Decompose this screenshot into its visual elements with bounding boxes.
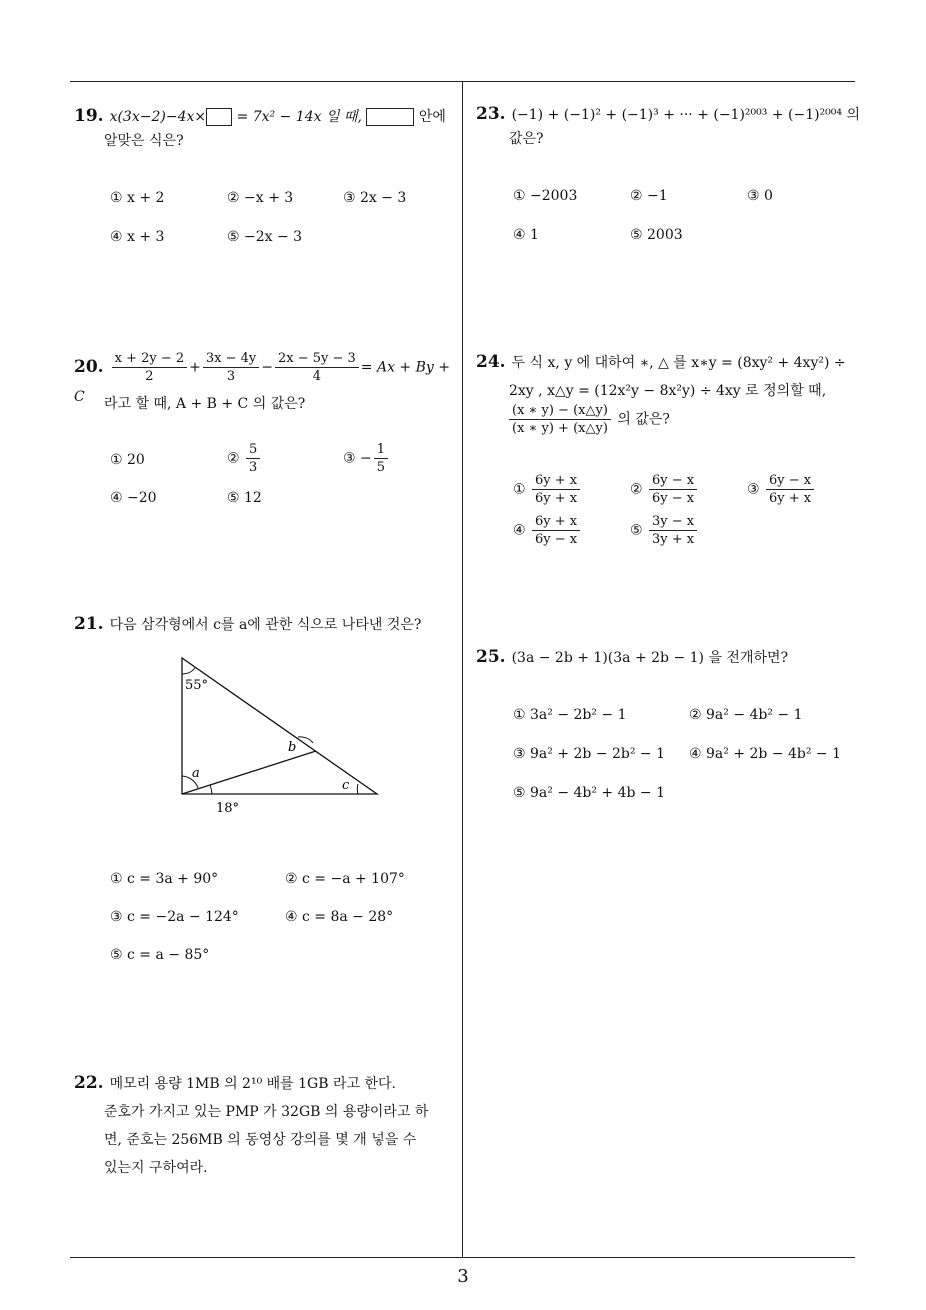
triangle-diagram [170, 648, 390, 823]
option[interactable]: ③ 9a² + 2b − 2b² − 1 [513, 746, 666, 762]
stem-line: 값은? [509, 131, 544, 147]
option[interactable]: ① $\frac{6y + x}{6y + x}$ [513, 472, 582, 507]
page-number: 3 [457, 1266, 469, 1287]
fraction: $\frac{2x - 5y - 3}{4}$ [275, 350, 359, 385]
answer-box [366, 108, 414, 126]
stem-line: 메모리 용량 1MB 의 2¹⁰ 배를 1GB 라고 한다. [109, 1076, 396, 1092]
fraction: $\frac{x + 2y - 2}{2}$ [112, 350, 188, 385]
angle-label: 18° [216, 801, 240, 816]
option[interactable]: ③ 2x − 3 [343, 190, 407, 206]
option[interactable]: ⑤ 2003 [630, 227, 683, 243]
angle-label: b [288, 740, 297, 755]
option[interactable]: ④ 9a² + 2b − 4b² − 1 [689, 746, 842, 762]
option[interactable]: ② −1 [630, 188, 668, 204]
stem-part: x(3x−2)−4x× [109, 109, 207, 125]
question-20: 20. $\frac{x + 2y - 2}{2}$ + $\frac{3x - 4y}{3}$ − $\frac{2x - 5y - 3}{4}$ = Ax + By + C [74, 351, 450, 405]
bottom-rule [70, 1257, 855, 1258]
option[interactable]: ④ x + 3 [110, 229, 165, 245]
question-23 [476, 102, 861, 151]
question-25 [476, 645, 861, 670]
option[interactable]: ④ 1 [513, 227, 539, 243]
option[interactable]: ① 20 [110, 452, 145, 468]
stem-line: 다음 삼각형에서 c를 a에 관한 식으로 나타낸 것은? [109, 617, 422, 633]
option[interactable]: ⑤ c = a − 85° [110, 947, 210, 963]
option[interactable]: ⑤ −2x − 3 [227, 229, 303, 245]
stem-line: 준호가 가지고 있는 PMP 가 32GB 의 용량이라고 하 [104, 1104, 429, 1120]
option[interactable]: ① x + 2 [110, 190, 165, 206]
stem-part: 안에 [418, 109, 446, 125]
fraction: $\frac{3x - 4y}{3}$ [203, 350, 259, 385]
option[interactable]: ① c = 3a + 90° [110, 871, 219, 887]
stem-line: (3a − 2b + 1)(3a + 2b − 1) 을 전개하면? [511, 650, 789, 666]
option[interactable]: ② c = −a + 107° [285, 871, 405, 887]
answer-box [206, 108, 232, 126]
question-number: 24. [476, 352, 506, 372]
option[interactable]: ④ c = 8a − 28° [285, 909, 394, 925]
option[interactable]: ② −x + 3 [227, 190, 294, 206]
option[interactable]: ① 3a² − 2b² − 1 [513, 707, 627, 723]
question-21 [74, 612, 459, 637]
stem-line: (−1) + (−1)² + (−1)³ + ··· + (−1)²⁰⁰³ + (−1)²⁰⁰⁴ 의 [511, 107, 860, 123]
question-number: 23. [476, 104, 506, 124]
stem-line: 면, 준호는 256MB 의 동영상 강의를 몇 개 넣을 수 [104, 1132, 417, 1148]
stem-line: 두 식 x, y 에 대하여 ∗, △ 를 x∗y = (8xy² + 4xy²) ÷ [511, 355, 846, 371]
stem-fraction-line: $\frac{(x ∗ y) - (x\triangle y)}{(x ∗ y) + (x\triangle y)}$ 의 값은? [507, 402, 670, 437]
question-19 [74, 104, 459, 153]
option[interactable]: ④ −20 [110, 490, 157, 506]
angle-label: 55° [185, 678, 209, 693]
question-number: 25. [476, 647, 506, 667]
question-22 [74, 1069, 459, 1182]
stem-line: 있는지 구하여라. [104, 1160, 208, 1176]
question-number: 21. [74, 614, 104, 634]
option[interactable]: ③ 0 [747, 188, 773, 204]
stem-part: = Ax + By + C [74, 359, 450, 405]
option[interactable]: ③ − $\frac{1}{5}$ [343, 441, 390, 476]
stem-line: 2xy , x△y = (12x²y − 8x²y) ÷ 4xy 로 정의할 때, [509, 383, 827, 399]
option[interactable]: ⑤ $\frac{3y - x}{3y + x}$ [630, 513, 699, 548]
stem-part: = 7x² − 14x 일 때, [236, 109, 362, 125]
stem-line: 라고 할 때, A + B + C 의 값은? [104, 396, 306, 412]
angle-label: a [192, 766, 200, 781]
option[interactable]: ③ $\frac{6y - x}{6y + x}$ [747, 472, 816, 507]
stem-line: 알맞은 식은? [104, 133, 184, 149]
option[interactable]: ① −2003 [513, 188, 578, 204]
option[interactable]: ⑤ 9a² − 4b² + 4b − 1 [513, 785, 666, 801]
option[interactable]: ④ $\frac{6y + x}{6y - x}$ [513, 513, 582, 548]
angle-label: c [342, 778, 350, 793]
option[interactable]: ② $\frac{6y - x}{6y - x}$ [630, 472, 699, 507]
question-number: 19. [74, 106, 104, 126]
question-number: 22. [74, 1073, 104, 1093]
option[interactable]: ⑤ 12 [227, 490, 262, 506]
question-number: 20. [74, 356, 104, 377]
column-divider [462, 82, 463, 1258]
option[interactable]: ③ c = −2a − 124° [110, 909, 239, 925]
question-24 [476, 348, 861, 405]
option[interactable]: ② 9a² − 4b² − 1 [689, 707, 803, 723]
option[interactable]: ② $\frac{5}{3}$ [227, 441, 262, 476]
